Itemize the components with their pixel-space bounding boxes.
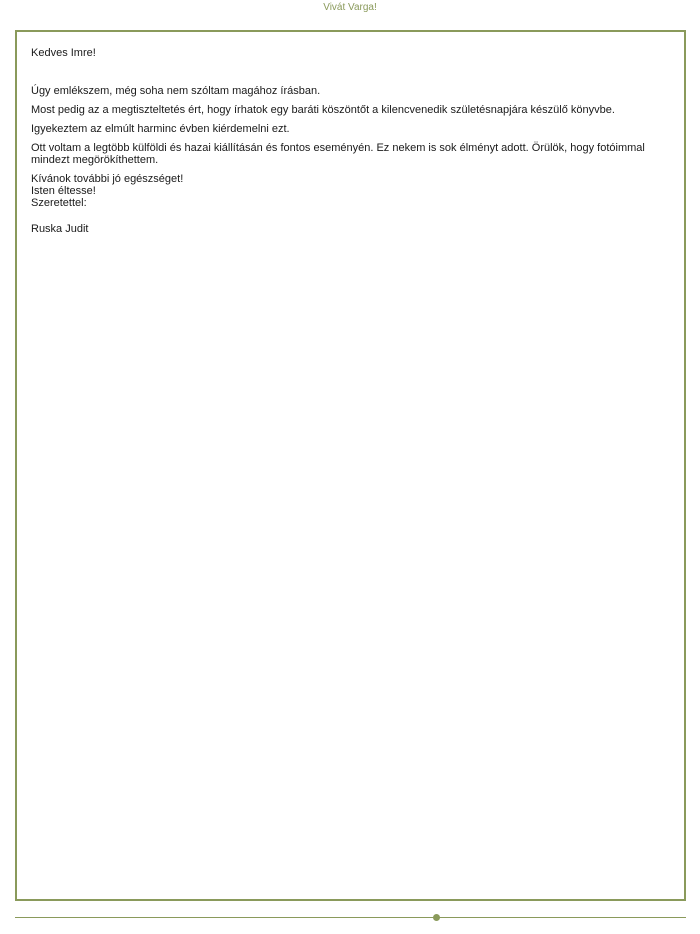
footer-divider — [15, 917, 686, 918]
page-header-title: Vivát Varga! — [323, 2, 377, 13]
letter-paragraph: Igyekeztem az elmúlt harminc évben kiérdemelni ezt. — [31, 123, 290, 135]
letter-paragraph: Úgy emlékszem, még soha nem szóltam magához írásban. — [31, 85, 321, 97]
letter-closing-line: Kívánok további jó egészséget! — [31, 173, 184, 185]
letter-body — [31, 47, 661, 235]
letter-closing-line: Szeretettel: — [31, 197, 87, 209]
letter-greeting: Kedves Imre! — [31, 47, 96, 59]
footer-dot-ornament — [433, 914, 440, 921]
letter-paragraph: Most pedig az a megtiszteltetés ért, hogy írhatok egy baráti köszöntőt a kilencvenedik születésnapjára készülő könyvbe. — [31, 104, 615, 116]
letter-signature: Ruska Judit — [31, 223, 89, 235]
letter-paragraph: Ott voltam a legtöbb külföldi és hazai kiállításán és fontos eseményén. Ez nekem is sok élményt adott. Örülök, hogy fotóimmal mindezt megörökíthettem. — [31, 142, 645, 166]
letter-closing-line: Isten éltesse! — [31, 185, 96, 197]
